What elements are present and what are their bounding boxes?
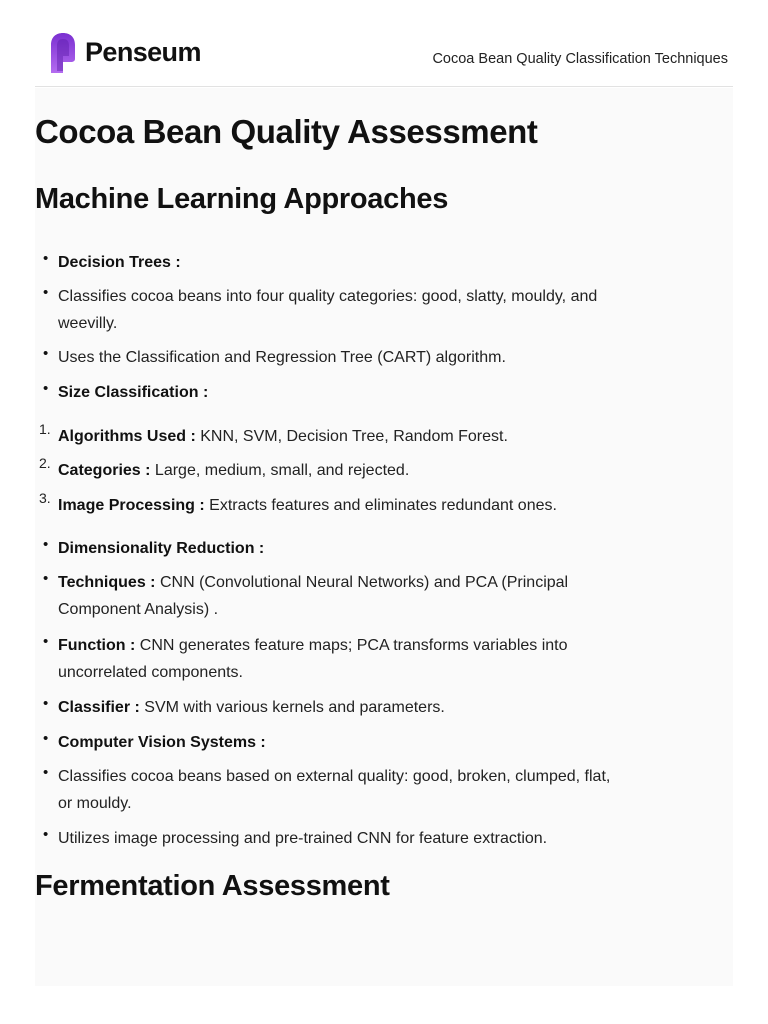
item-label: Categories : — [58, 462, 151, 479]
bullet-marker: • — [43, 345, 49, 362]
item-label: Image Processing : — [58, 497, 205, 514]
item-text: Large, medium, small, and rejected. — [154, 462, 410, 479]
bullet-marker: • — [43, 764, 49, 781]
section-heading-fermentation: Fermentation Assessment — [35, 870, 390, 902]
item-text-continued: or mouldy. — [58, 795, 132, 812]
item-text: Utilizes image processing and pre-trained CNN for feature extraction. — [58, 830, 548, 847]
item-label: Dimensionality Reduction : — [58, 540, 265, 557]
brand-name: Penseum — [85, 36, 201, 67]
page-header — [35, 28, 733, 87]
item-label: Algorithms Used : — [58, 428, 196, 445]
bullet-marker: • — [43, 250, 49, 267]
document-body — [35, 88, 733, 986]
item-text: Classifies cocoa beans based on external quality: good, broken, clumped, flat, — [58, 768, 611, 785]
number-marker: 2. — [39, 455, 51, 471]
section-heading-machine-learning: Machine Learning Approaches — [35, 183, 449, 215]
item-text: CNN (Convolutional Neural Networks) and PCA (Principal — [159, 574, 569, 591]
page-title: Cocoa Bean Quality Assessment — [35, 113, 538, 150]
item-label: Decision Trees : — [58, 254, 181, 271]
bullet-marker: • — [43, 380, 49, 397]
list-item — [43, 694, 718, 721]
bullet-marker: • — [43, 730, 49, 747]
number-marker: 1. — [39, 421, 51, 437]
bullet-marker: • — [43, 826, 49, 843]
list-item — [43, 344, 718, 371]
list-item — [43, 569, 718, 623]
item-text: SVM with various kernels and parameters. — [144, 699, 445, 716]
list-item — [43, 379, 718, 406]
numbered-item — [39, 490, 718, 519]
item-text-continued: weevilly. — [58, 315, 118, 332]
item-text: Extracts features and eliminates redundant ones. — [209, 497, 557, 514]
list-item — [43, 283, 718, 337]
list-item — [43, 632, 718, 686]
numbered-item — [39, 455, 718, 484]
list-item — [43, 825, 718, 852]
item-text: KNN, SVM, Decision Tree, Random Forest. — [200, 428, 508, 445]
document-title: Cocoa Bean Quality Classification Techniques — [432, 51, 728, 67]
item-label: Classifier : — [58, 699, 140, 716]
item-text-continued: uncorrelated components. — [58, 664, 243, 681]
bullet-marker: • — [43, 570, 49, 587]
bullet-marker: • — [43, 695, 49, 712]
item-label: Function : — [58, 637, 136, 654]
list-item — [43, 535, 718, 562]
item-text-continued: Component Analysis) . — [58, 601, 219, 618]
item-label: Techniques : — [58, 574, 156, 591]
penseum-logo[interactable] — [48, 31, 201, 73]
item-label: Size Classification : — [58, 384, 209, 401]
bullet-marker: • — [43, 633, 49, 650]
bullet-marker: • — [43, 536, 49, 553]
bullet-marker: • — [43, 284, 49, 301]
item-label: Computer Vision Systems : — [58, 734, 266, 751]
penseum-logo-icon — [48, 31, 77, 73]
item-text: Uses the Classification and Regression Tree (CART) algorithm. — [58, 349, 506, 366]
list-item — [43, 763, 718, 817]
number-marker: 3. — [39, 490, 51, 506]
item-text: Classifies cocoa beans into four quality categories: good, slatty, mouldy, and — [58, 288, 598, 305]
item-text: CNN generates feature maps; PCA transforms variables into — [139, 637, 568, 654]
list-item — [43, 249, 718, 276]
numbered-item — [39, 421, 718, 450]
list-item — [43, 729, 718, 756]
